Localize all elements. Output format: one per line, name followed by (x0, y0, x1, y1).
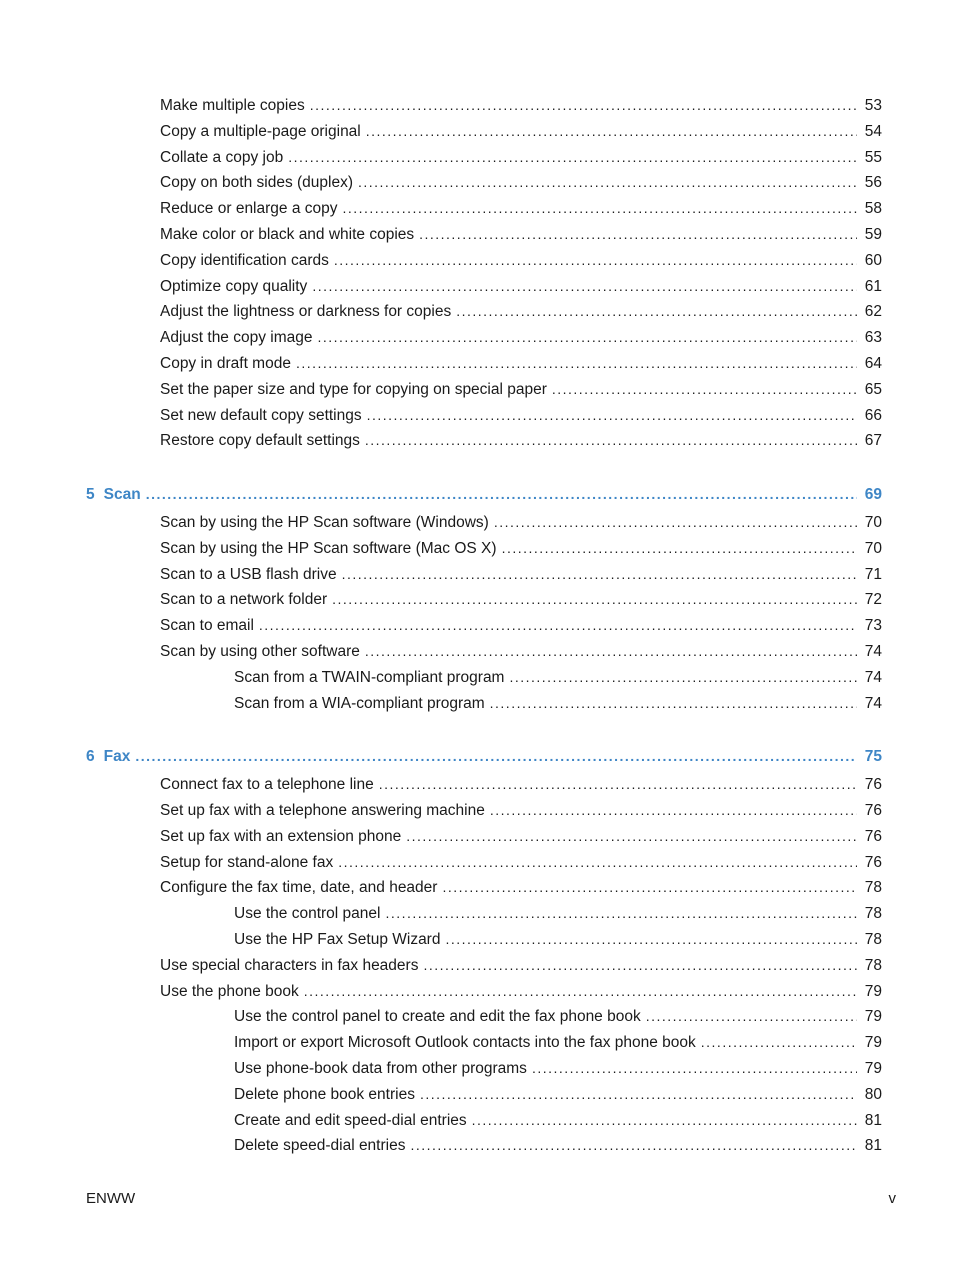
page-number: 79 (864, 1034, 882, 1051)
page-number: 81 (864, 1112, 882, 1129)
toc-entry-row[interactable] (160, 981, 882, 1002)
dot-leader (456, 301, 857, 321)
dot-leader (442, 877, 857, 897)
page-number: 62 (864, 303, 882, 320)
toc-entry-row[interactable] (160, 564, 882, 585)
toc-entry-row[interactable] (160, 276, 882, 297)
dot-leader (334, 250, 857, 270)
chapter-title: Fax (103, 748, 131, 765)
toc-entry-row[interactable] (160, 224, 882, 245)
entry-title: Copy on both sides (duplex) (160, 174, 354, 191)
chapter-title: Scan (103, 486, 141, 503)
entry-title: Adjust the lightness or darkness for copies (160, 303, 452, 320)
toc-entry-row[interactable] (160, 852, 882, 873)
page-number: 81 (864, 1137, 882, 1154)
dot-leader (410, 1135, 857, 1155)
entry-title: Use the HP Fax Setup Wizard (234, 931, 441, 948)
dot-leader (419, 224, 857, 244)
page-number: 72 (864, 591, 882, 608)
dot-leader (385, 903, 857, 923)
toc-entry-row[interactable] (160, 512, 882, 533)
page-number: 74 (864, 695, 882, 712)
page-number: 76 (864, 854, 882, 871)
page-number: 67 (864, 432, 882, 449)
page-number: 78 (864, 905, 882, 922)
dot-leader (310, 95, 857, 115)
toc-entry-row[interactable] (160, 250, 882, 271)
page-number: 61 (864, 278, 882, 295)
toc-entry-row[interactable] (160, 327, 882, 348)
page-number: 73 (864, 617, 882, 634)
toc-entry-row[interactable] (234, 1032, 882, 1053)
dot-leader (490, 693, 857, 713)
dot-leader (509, 667, 857, 687)
toc-entry-row[interactable] (160, 301, 882, 322)
entry-title: Setup for stand-alone fax (160, 854, 334, 871)
toc-entry-row[interactable] (234, 1110, 882, 1131)
entry-title: Scan to a network folder (160, 591, 328, 608)
dot-leader (367, 405, 857, 425)
page-number: 78 (864, 879, 882, 896)
entry-title: Delete phone book entries (234, 1086, 415, 1103)
page-number: 80 (864, 1086, 882, 1103)
dot-leader (494, 512, 857, 532)
dot-leader (701, 1032, 857, 1052)
page-number: 79 (864, 983, 882, 1000)
entry-title: Set new default copy settings (160, 407, 362, 424)
entry-title: Configure the fax time, date, and header (160, 879, 438, 896)
page-number: 78 (864, 957, 882, 974)
toc-entry-row[interactable] (234, 1006, 882, 1027)
toc-entry-row[interactable] (160, 95, 882, 116)
page-number: 64 (864, 355, 882, 372)
entry-title: Delete speed-dial entries (234, 1137, 406, 1154)
dot-leader (445, 929, 857, 949)
dot-leader (552, 379, 857, 399)
dot-leader (379, 774, 857, 794)
entry-title: Scan by using the HP Scan software (Windows) (160, 514, 489, 531)
toc-entry-row[interactable] (160, 774, 882, 795)
entry-title: Adjust the copy image (160, 329, 313, 346)
dot-leader (318, 327, 857, 347)
entry-title: Scan by using other software (160, 643, 360, 660)
entry-title: Make multiple copies (160, 97, 305, 114)
toc-entry-row[interactable] (160, 877, 882, 898)
dot-leader (312, 276, 857, 296)
toc-entry-row[interactable] (160, 826, 882, 847)
toc-entry-row[interactable] (160, 538, 882, 559)
entry-title: Use the control panel to create and edit the fax phone book (234, 1008, 641, 1025)
entry-title: Make color or black and white copies (160, 226, 415, 243)
page-number: 63 (864, 329, 882, 346)
toc-entry-row[interactable] (160, 430, 882, 451)
toc-entry-row[interactable] (160, 615, 882, 636)
entry-title: Reduce or enlarge a copy (160, 200, 338, 217)
toc-entry-row[interactable] (160, 641, 882, 662)
page-number: 79 (864, 1008, 882, 1025)
toc-entry-row[interactable] (160, 405, 882, 426)
toc-entry-row[interactable] (160, 121, 882, 142)
entry-title: Scan to email (160, 617, 254, 634)
toc-chapter-row[interactable] (86, 746, 882, 767)
dot-leader (259, 615, 857, 635)
dot-leader (406, 826, 857, 846)
toc-chapter-row[interactable] (86, 484, 882, 505)
page-number: 54 (864, 123, 882, 140)
toc-entry-row[interactable] (160, 198, 882, 219)
toc-entry-row[interactable] (160, 379, 882, 400)
page-number: 76 (864, 802, 882, 819)
footer-page-number: v (888, 1190, 896, 1207)
toc-entry-row[interactable] (160, 353, 882, 374)
dot-leader (342, 564, 857, 584)
page-number: 69 (864, 486, 882, 503)
toc-entry-row[interactable] (234, 929, 882, 950)
page-number: 55 (864, 149, 882, 166)
page-number: 60 (864, 252, 882, 269)
toc-entry-row[interactable] (234, 1058, 882, 1079)
page-number: 66 (864, 407, 882, 424)
dot-leader (366, 121, 857, 141)
page-number: 78 (864, 931, 882, 948)
page-number: 53 (864, 97, 882, 114)
entry-title: Use phone-book data from other programs (234, 1060, 527, 1077)
dot-leader (423, 955, 857, 975)
dot-leader (365, 430, 857, 450)
dot-leader (288, 147, 857, 167)
dot-leader (343, 198, 857, 218)
page-number: 74 (864, 643, 882, 660)
page-number: 70 (864, 514, 882, 531)
dot-leader (146, 484, 857, 504)
page-number: 79 (864, 1060, 882, 1077)
footer-edition-label: ENWW (86, 1190, 136, 1207)
dot-leader (332, 589, 857, 609)
page-number: 76 (864, 828, 882, 845)
toc-entry-row[interactable] (160, 589, 882, 610)
entry-title: Connect fax to a telephone line (160, 776, 374, 793)
entry-title: Use the phone book (160, 983, 299, 1000)
page-number: 59 (864, 226, 882, 243)
dot-leader (646, 1006, 857, 1026)
dot-leader (472, 1110, 857, 1130)
page-number: 65 (864, 381, 882, 398)
entry-title: Set up fax with an extension phone (160, 828, 402, 845)
entry-title: Set the paper size and type for copying on special paper (160, 381, 547, 398)
entry-title: Scan by using the HP Scan software (Mac OS X) (160, 540, 497, 557)
toc-entry-row[interactable] (160, 800, 882, 821)
toc-entry-row[interactable] (234, 1135, 882, 1156)
dot-leader (358, 172, 857, 192)
toc-entry-row[interactable] (234, 693, 882, 714)
page-number: 58 (864, 200, 882, 217)
entry-title: Use the control panel (234, 905, 381, 922)
entry-title: Optimize copy quality (160, 278, 308, 295)
entry-title: Copy identification cards (160, 252, 329, 269)
page-number: 76 (864, 776, 882, 793)
entry-title: Scan from a WIA-compliant program (234, 695, 485, 712)
entry-title: Copy in draft mode (160, 355, 291, 372)
entry-title: Set up fax with a telephone answering machine (160, 802, 485, 819)
page-number: 56 (864, 174, 882, 191)
entry-title: Create and edit speed-dial entries (234, 1112, 467, 1129)
toc-entry-row[interactable] (234, 667, 882, 688)
toc-entry-row[interactable] (234, 1084, 882, 1105)
dot-leader (338, 852, 857, 872)
dot-leader (304, 981, 857, 1001)
page-number: 74 (864, 669, 882, 686)
dot-leader (365, 641, 857, 661)
dot-leader (490, 800, 857, 820)
toc-entry-row[interactable] (234, 903, 882, 924)
dot-leader (502, 538, 857, 558)
dot-leader (532, 1058, 857, 1078)
dot-leader (296, 353, 857, 373)
page-number: 71 (864, 566, 882, 583)
page-number: 70 (864, 540, 882, 557)
toc-entry-row[interactable] (160, 172, 882, 193)
dot-leader (420, 1084, 857, 1104)
dot-leader (135, 746, 857, 766)
toc-entry-row[interactable] (160, 147, 882, 168)
entry-title: Restore copy default settings (160, 432, 360, 449)
entry-title: Use special characters in fax headers (160, 957, 419, 974)
toc-entry-row[interactable] (160, 955, 882, 976)
page-number: 75 (864, 748, 882, 765)
entry-title: Import or export Microsoft Outlook contacts into the fax phone book (234, 1034, 696, 1051)
entry-title: Scan from a TWAIN-compliant program (234, 669, 505, 686)
entry-title: Copy a multiple-page original (160, 123, 361, 140)
chapter-number: 6 (86, 748, 95, 765)
entry-title: Scan to a USB flash drive (160, 566, 337, 583)
entry-title: Collate a copy job (160, 149, 284, 166)
chapter-number: 5 (86, 486, 95, 503)
